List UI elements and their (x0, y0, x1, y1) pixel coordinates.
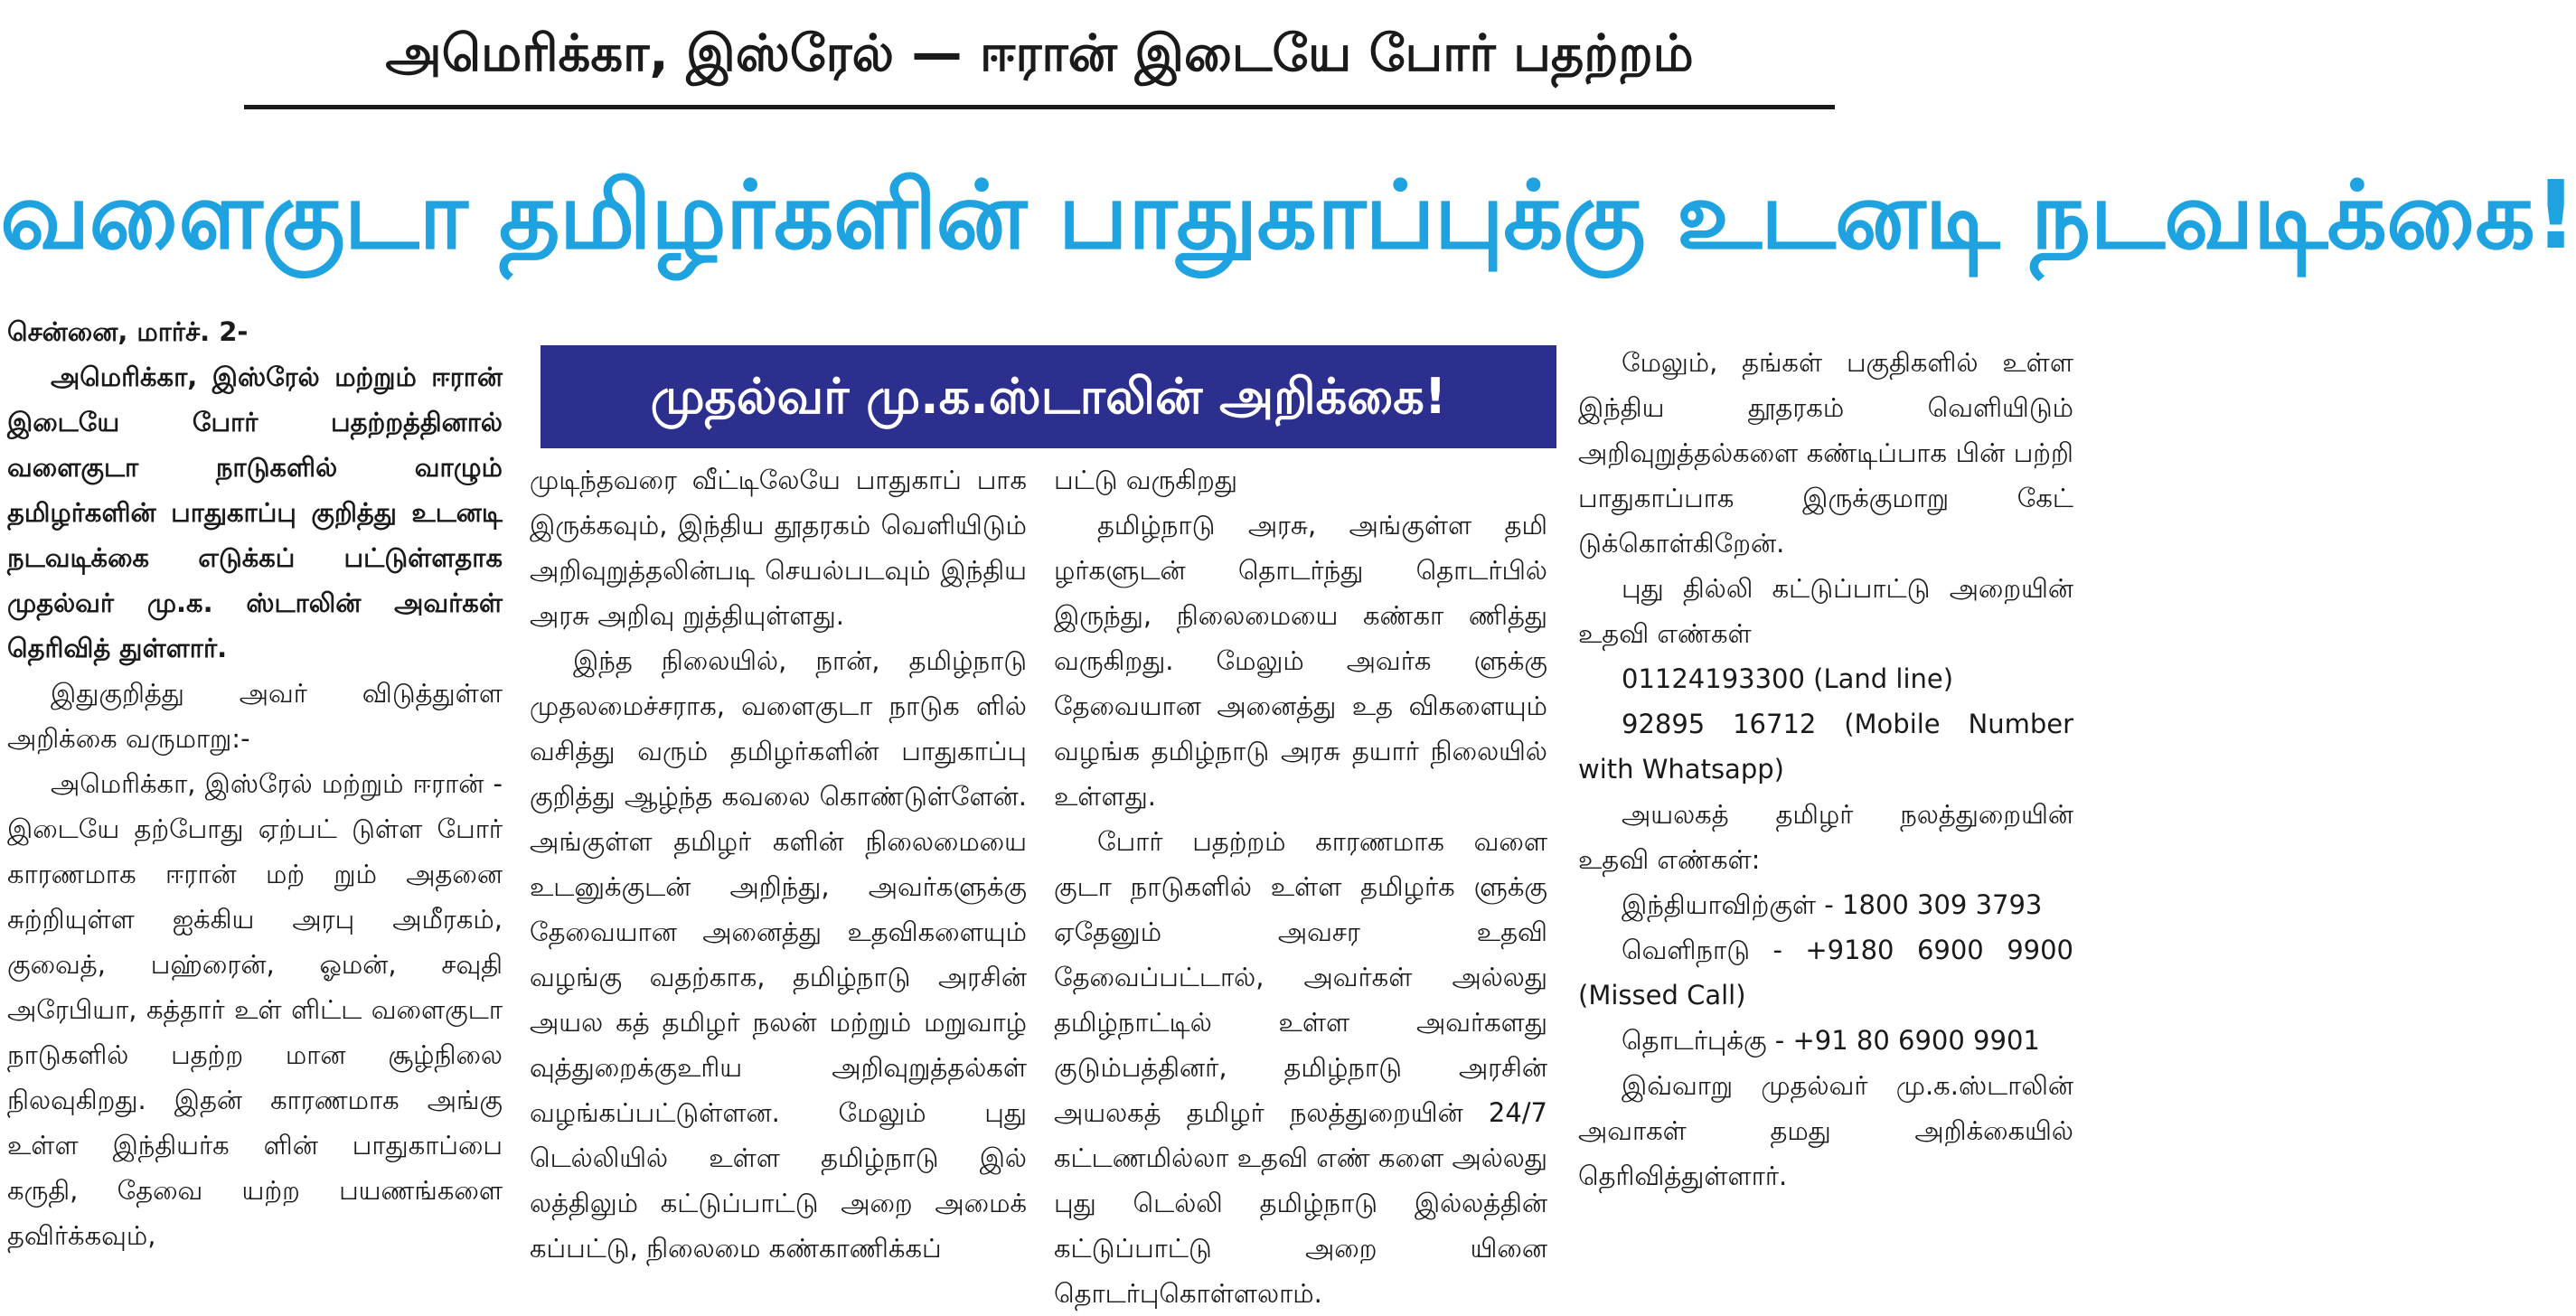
helpline-delhi-heading: புது தில்லி கட்டுப்பாட்டு அறையின் உதவி எண்கள் (1578, 573, 2073, 649)
dateline: சென்னை, மார்ச். 2- (7, 316, 249, 347)
kicker-headline: அமெரிக்கா, இஸ்ரேல் — ஈரான் இடையே போர் பதற்றம் (244, 13, 1835, 109)
article-column-3 (1054, 457, 1547, 1309)
closing-paragraph: இவ்வாறு முதல்வர் மு.க.ஸ்டாலின் அவாகள் தமது அறிக்கையில் தெரிவித்துள்ளார். (1578, 1070, 2073, 1191)
paragraph-1: அமெரிக்கா, இஸ்ரேல் மற்றும் ஈரான் - இடையே தற்போது ஏற்பட் டுள்ள போர் காரணமாக ஈரான் மற் றும் அதனை சுற்றியுள்ள ஐக்கிய அரபு அமீரகம், குவைத், பஹ்ரைன், ஓமன், சவுதி அரேபியா, கத்தார் உள் ளிட்ட வளைகுடா நாடுகளில் பதற்ற மான சூழ்நிலை நிலவுகிறது. இதன் காரணமாக அங்கு உள்ள இந்தியர்க ளின் பாதுகாப்பை கருதி, தேவை யற்ற பயணங்களை தவிர்க்கவும், (7, 768, 503, 1251)
helpline-india: இந்தியாவிற்குள் - 1800 309 3793 (1622, 889, 2043, 920)
helpline-landline: 01124193300 (Land line) (1622, 663, 1954, 694)
paragraph-2: முடிந்தவரை வீட்டிலேயே பாதுகாப் பாக இருக்கவும், இந்திய தூதரகம் வெளியிடும் அறிவுறுத்தலின்படி செயல்படவும் இந்திய அரசு அறிவு றுத்தியுள்ளது. (530, 465, 1027, 631)
main-headline: வளைகுடா தமிழர்களின் பாதுகாப்புக்கு உடனடி நடவடிக்கை! (0, 160, 2576, 270)
paragraph-5: தமிழ்நாடு அரசு, அங்குள்ள தமி ழர்களுடன் தொடர்ந்து தொடர்பில் இருந்து, நிலைமையை கண்கா ணித்து வருகிறது. மேலும் அவர்க ளுக்கு தேவையான அனைத்து உத விகளையும் வழங்க தமிழ்நாடு அரசு தயார் நிலையில் உள்ளது. (1054, 510, 1547, 812)
helpline-mobile: 92895 16712 (Mobile Number with Whatsapp) (1578, 709, 2073, 785)
paragraph-4: பட்டு வருகிறது (1054, 465, 1238, 495)
paragraph-3: இந்த நிலையில், நான், தமிழ்நாடு முதலமைச்சராக, வளைகுடா நாடுக ளில் வசித்து வரும் தமிழர்களின் பாதுகாப்பு குறித்து ஆழ்ந்த கவலை கொண்டுள்ளேன். அங்குள்ள தமிழர் களின் நிலைமையை உடனுக்குடன் அறிந்து, அவர்களுக்கு தேவையான அனைத்து உதவிகளையும் வழங்கு வதற்காக, தமிழ்நாடு அரசின் அயல கத் தமிழர் நலன் மற்றும் மறுவாழ் வுத்துறைக்குஉரிய அறிவுறுத்தல்கள் வழங்கப்பட்டுள்ளன. மேலும் புது டெல்லியில் உள்ள தமிழ்நாடு இல் லத்திலும் கட்டுப்பாட்டு அறை அமைக் கப்பட்டு, நிலைமை கண்காணிக்கப் (530, 645, 1027, 1264)
article-column-4 (1578, 340, 2073, 1296)
helpline-nrt-heading: அயலகத் தமிழர் நலத்துறையின் உதவி எண்கள்: (1578, 799, 2073, 875)
article-column-1 (7, 309, 503, 1296)
helpline-abroad: வெளிநாடு - +9180 6900 9900 (Missed Call) (1578, 935, 2073, 1010)
article-column-2 (530, 457, 1027, 1296)
subhead-banner: முதல்வர் மு.க.ஸ்டாலின் அறிக்கை! (541, 345, 1556, 448)
lead-paragraph: அமெரிக்கா, இஸ்ரேல் மற்றும் ஈரான் இடையே போர் பதற்றத்தினால் வளைகுடா நாடுகளில் வாழும் தமிழர்களின் பாதுகாப்பு குறித்து உடனடி நடவடிக்கை எடுக்கப் பட்டுள்ளதாக முதல்வர் மு.க. ஸ்டாலின் அவர்கள் தெரிவித் துள்ளார். (7, 362, 503, 663)
intro-paragraph: இதுகுறித்து அவர் விடுத்துள்ள அறிக்கை வருமாறு:- (7, 678, 503, 754)
helpline-contact: தொடர்புக்கு - +91 80 6900 9901 (1622, 1025, 2040, 1056)
paragraph-7: மேலும், தங்கள் பகுதிகளில் உள்ள இந்திய தூதரகம் வெளியிடும் அறிவுறுத்தல்களை கண்டிப்பாக பின் பற்றி பாதுகாப்பாக இருக்குமாறு கேட் டுக்கொள்கிறேன். (1578, 347, 2073, 559)
paragraph-6: போர் பதற்றம் காரணமாக வளை குடா நாடுகளில் உள்ள தமிழர்க ளுக்கு ஏதேனும் அவசர உதவி தேவைப்பட்டால், அவர்கள் அல்லது தமிழ்நாட்டில் உள்ள அவர்களது குடும்பத்தினர், தமிழ்நாடு அரசின் அயலகத் தமிழர் நலத்துறையின் 24/7 கட்டணமில்லா உதவி எண் களை அல்லது புது டெல்லி தமிழ்நாடு இல்லத்தின் கட்டுப்பாட்டு அறை யினை தொடர்புகொள்ளலாம். (1054, 826, 1547, 1309)
